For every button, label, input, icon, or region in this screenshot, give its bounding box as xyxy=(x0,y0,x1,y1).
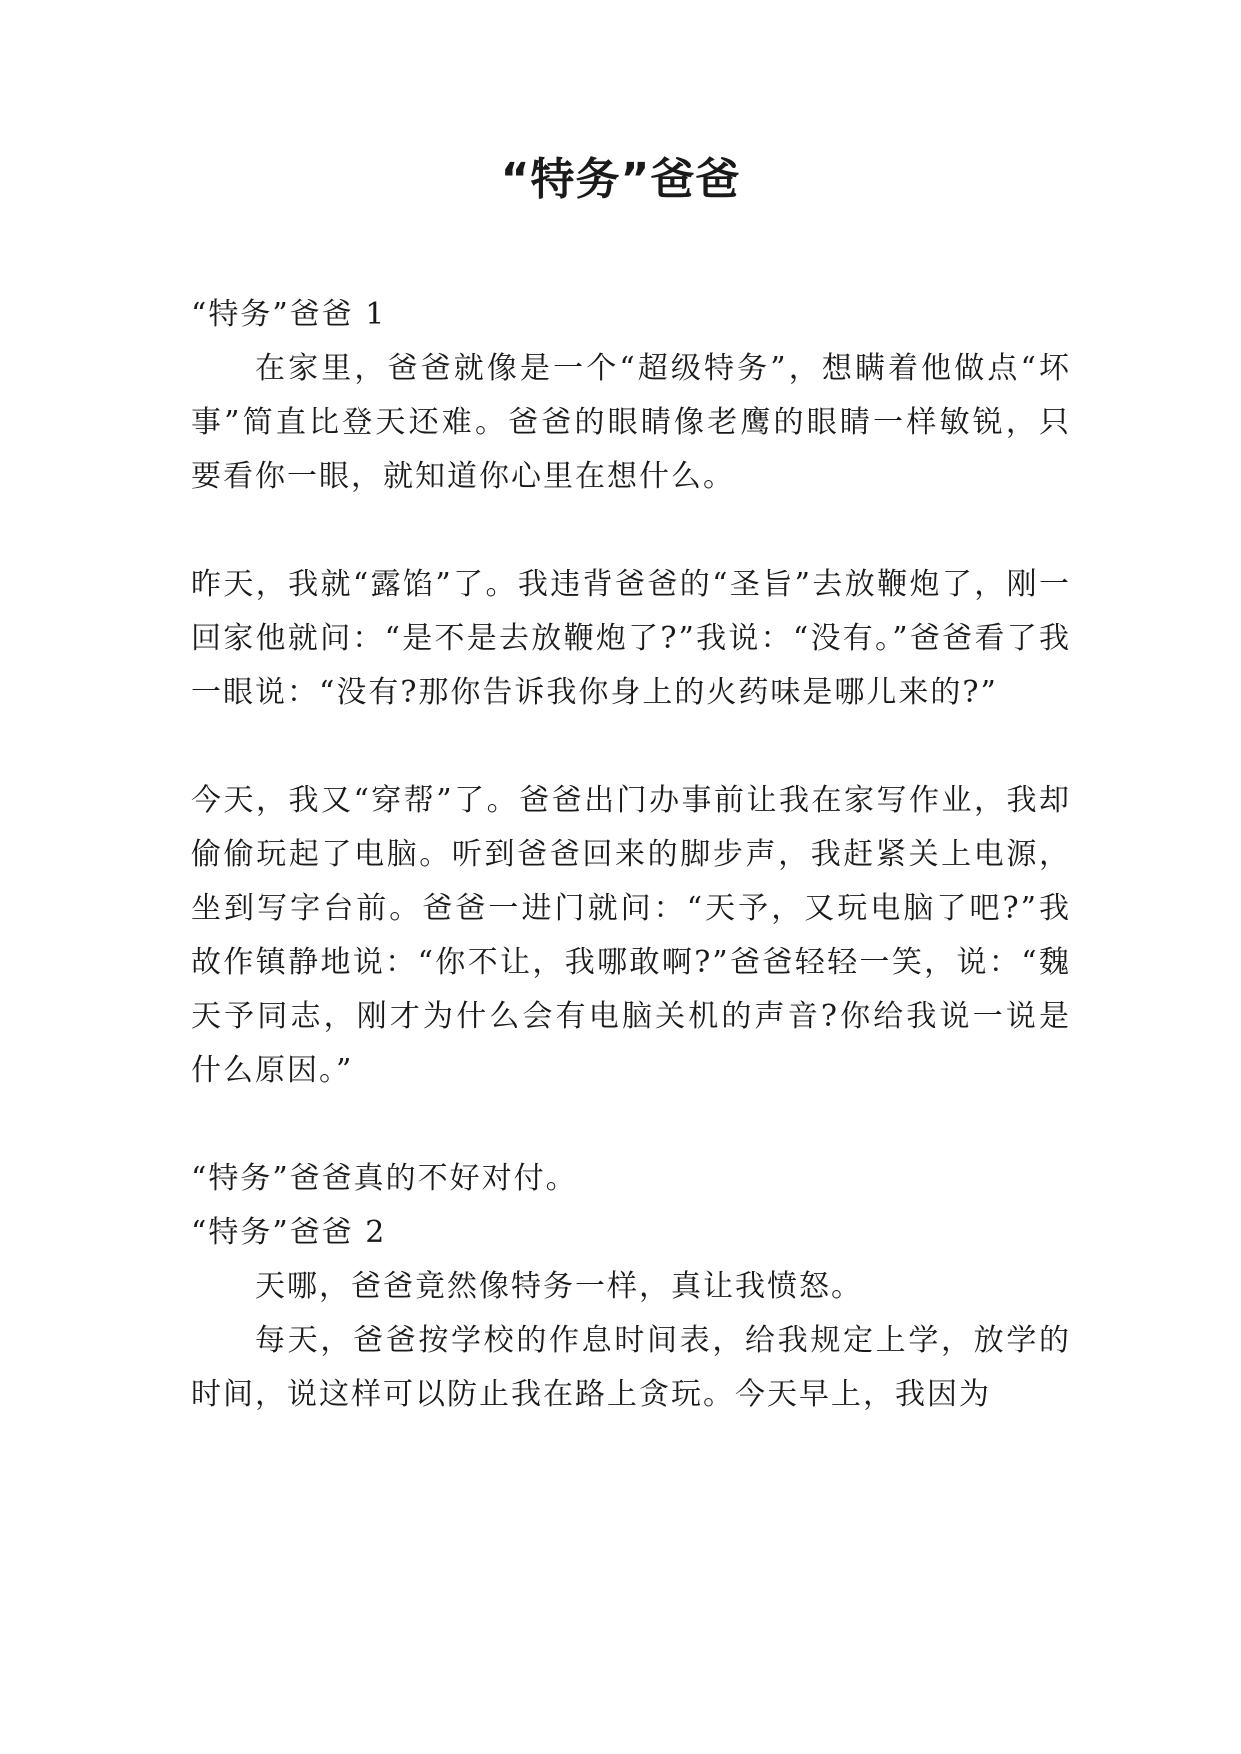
section-heading: “特务”爸爸 1 xyxy=(191,297,387,332)
paragraph: 昨天，我就“露馅”了。我违背爸爸的“圣旨”去放鞭炮了，刚一回家他就问：“是不是去放鞭炮了?”我说：“没有。”爸爸看了我一眼说：“没有?那你告诉我你身上的火药味是哪儿来的?” xyxy=(191,567,1071,710)
page-title: “特务”爸爸 xyxy=(500,154,741,205)
paragraph: 今天，我又“穿帮”了。爸爸出门办事前让我在家写作业，我却偷偷玩起了电脑。听到爸爸回来的脚步声，我赶紧关上电源，坐到写字台前。爸爸一进门就问：“天予，又玩电脑了吧?”我故作镇静地说：“你不让，我哪敢啊?”爸爸轻轻一笑，说：“魏天予同志，刚才为什么会有电脑关机的声音?你给我说一说是什么原因。” xyxy=(191,783,1071,1088)
section-heading: “特务”爸爸 2 xyxy=(191,1215,387,1250)
document-body xyxy=(191,288,1071,1422)
paragraph: 每天，爸爸按学校的作息时间表，给我规定上学，放学的时间，说这样可以防止我在路上贪玩。今天早上，我因为 xyxy=(191,1323,1071,1412)
paragraph: “特务”爸爸真的不好对付。 xyxy=(191,1161,578,1196)
paragraph: 天哪，爸爸竟然像特务一样，真让我愤怒。 xyxy=(255,1269,863,1304)
paragraph: 在家里，爸爸就像是一个“超级特务”，想瞒着他做点“坏事”简直比登天还难。爸爸的眼睛像老鹰的眼睛一样敏锐，只要看你一眼，就知道你心里在想什么。 xyxy=(191,351,1071,494)
